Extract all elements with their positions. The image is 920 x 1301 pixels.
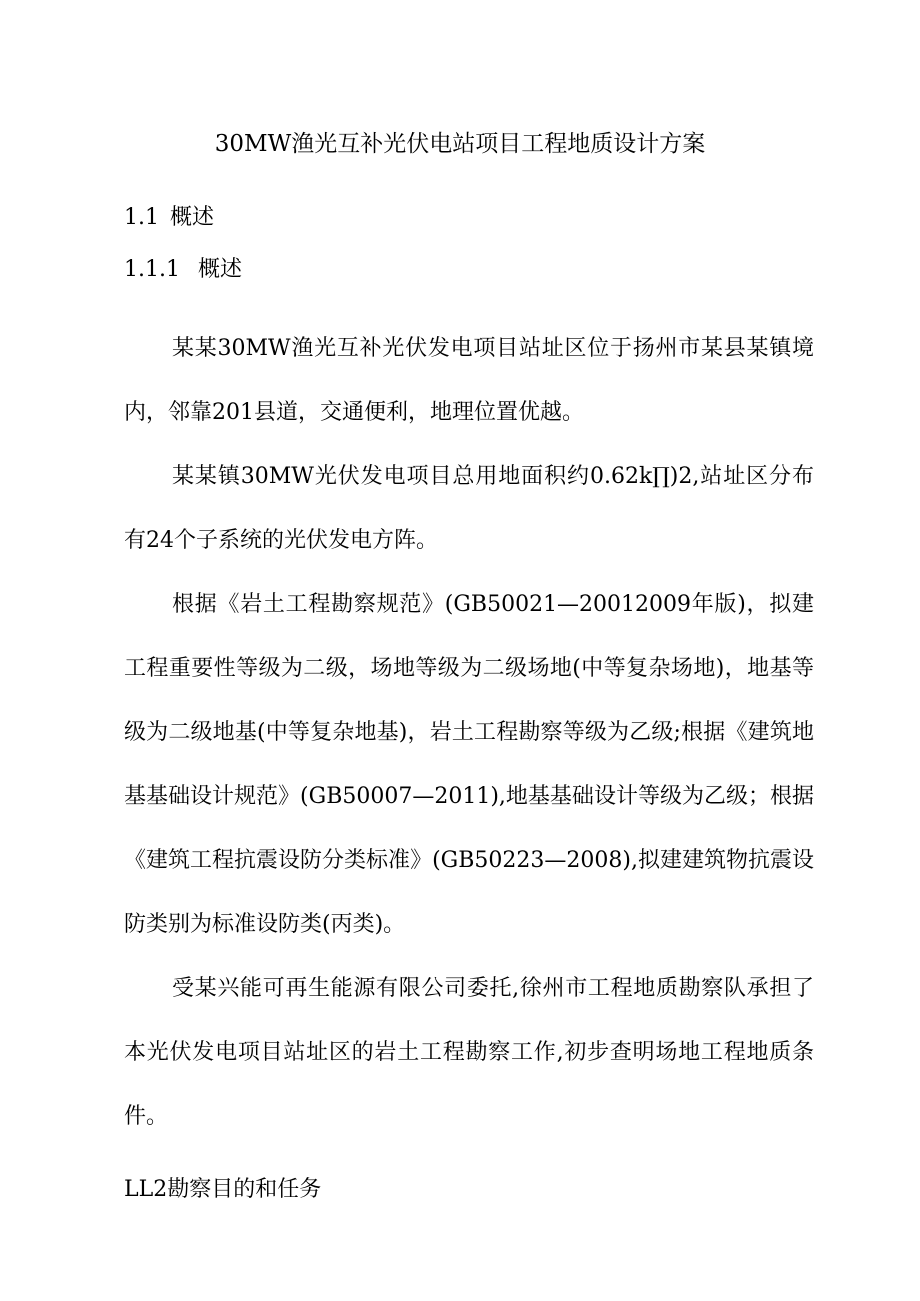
section-heading-1-1-1 [124,255,242,285]
section-label: 概述 [198,257,243,282]
paragraph-location: 某某30MW渔光互补光伏发电项目站址区位于扬州市某县某镇境内，邻靠201县道，交通便利，地理位置优越。 [124,336,814,425]
section-number: 1.1.1 [124,257,180,282]
section-heading-1-1 [124,203,214,233]
section-number: 1.1 [124,205,159,230]
section-label: 概述 [170,205,215,230]
paragraph-standards: 根据《岩土工程勘察规范》(GB50021—20012009年版)，拟建工程重要性等级为二级，场地等级为二级场地(中等复杂场地)，地基等级为二级地基(中等复杂地基)，岩土工程勘察等级为乙级;根据《建筑地基基础设计规范》(GB50007—2011),地基基础设计等级为乙级；根据《建筑工程抗震设防分类标准》(GB50223—2008),拟建建筑物抗震设防类别为标准设防类(丙类)。 [124,592,814,937]
paragraph-commission: 受某兴能可再生能源有限公司委托,徐州市工程地质勘察队承担了本光伏发电项目站址区的岩土工程勘察工作,初步查明场地工程地质条件。 [124,976,814,1129]
document-title: 30MW渔光互补光伏电站项目工程地质设计方案 [214,131,706,157]
section-heading-1-1-2: LL2勘察目的和任务 [124,1177,322,1202]
paragraph-area: 某某镇30MW光伏发电项目总用地面积约0.62k∏)2,站址区分布有24个子系统的光伏发电方阵。 [124,464,814,553]
